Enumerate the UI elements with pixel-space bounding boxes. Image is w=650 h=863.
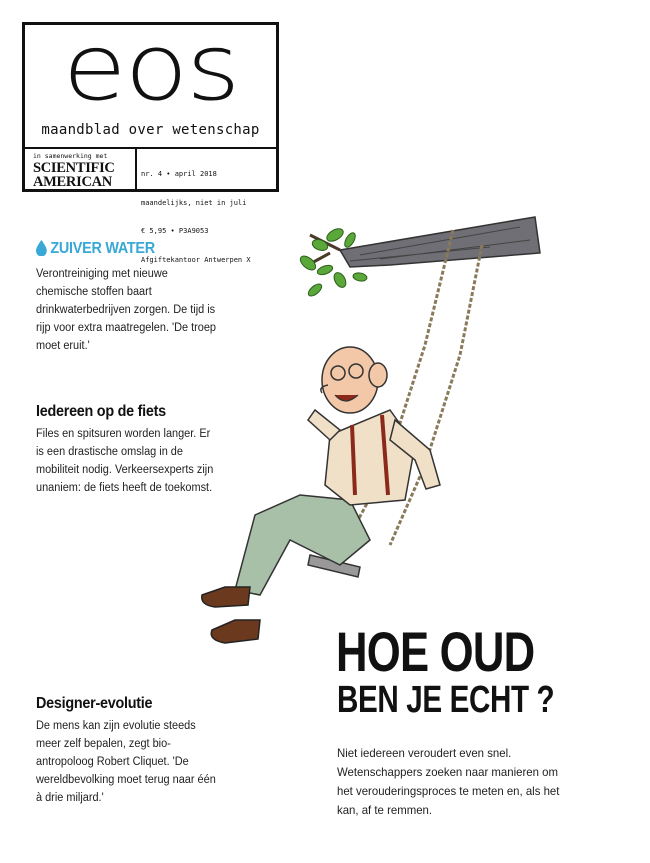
collaboration-label: in samenwerking met xyxy=(33,152,108,160)
article-fiets[interactable] xyxy=(36,403,216,497)
issue-office: Afgiftekantoor Antwerpen X xyxy=(141,255,251,264)
tree-branch xyxy=(308,217,540,267)
head xyxy=(321,347,387,413)
cover-headline-line1: HOE OUD xyxy=(336,620,535,683)
article-title: Iedereen op de fiets xyxy=(36,403,166,420)
issue-frequency: maandelijks, niet in juli xyxy=(141,198,247,207)
article-title xyxy=(36,240,198,261)
trousers xyxy=(235,495,370,595)
cover-headline-line2: BEN JE ECHT ? xyxy=(337,679,555,721)
water-drop-icon xyxy=(36,240,47,261)
eos-logo: eos xyxy=(62,13,239,122)
article-body: Verontreiniging met nieuwe chemische stoffen baart drinkwaterbedrijven zorgen. De tijd is rijp voor extra maatregelen. 'De troep moet eruit.' xyxy=(36,268,217,352)
issue-price: € 5,95 • P3A9053 xyxy=(141,227,209,235)
masthead-vertical-divider xyxy=(135,147,137,192)
article-body: De mens kan zijn evolutie steeds meer zelf bepalen, zegt bio-antropoloog Robert Cliquet. 'De wereldbevolking moet terug naar één à drie miljard.' xyxy=(36,720,216,804)
tagline: maandblad over wetenschap xyxy=(41,122,260,138)
swing-illustration xyxy=(190,195,550,655)
partner-logo xyxy=(33,161,115,189)
article-title: Designer-evolutie xyxy=(36,695,153,712)
article-designer-evolutie[interactable] xyxy=(36,695,216,807)
partner-logo-line2: AMERICAN xyxy=(33,174,112,190)
shirt xyxy=(325,410,415,505)
article-zuiver-water[interactable] xyxy=(36,240,216,355)
cover-deck: Niet iedereen veroudert even snel. Wetenschappers zoeken naar manieren om het verouderingsproces te meten en, als het kan, af te remmen. xyxy=(337,746,560,817)
partner-logo-line1: SCIENTIFIC xyxy=(33,160,115,176)
article-title-text: ZUIVER WATER xyxy=(50,240,155,257)
issue-number: nr. 4 • april 2018 xyxy=(141,170,217,178)
article-body: Files en spitsuren worden langer. Er is een drastische omslag in de mobiliteit nodig. Verkeersexperts zijn unaniem: de fiets heeft de toekomst. xyxy=(36,428,214,494)
masthead-divider xyxy=(25,147,276,149)
shoes xyxy=(202,587,260,643)
